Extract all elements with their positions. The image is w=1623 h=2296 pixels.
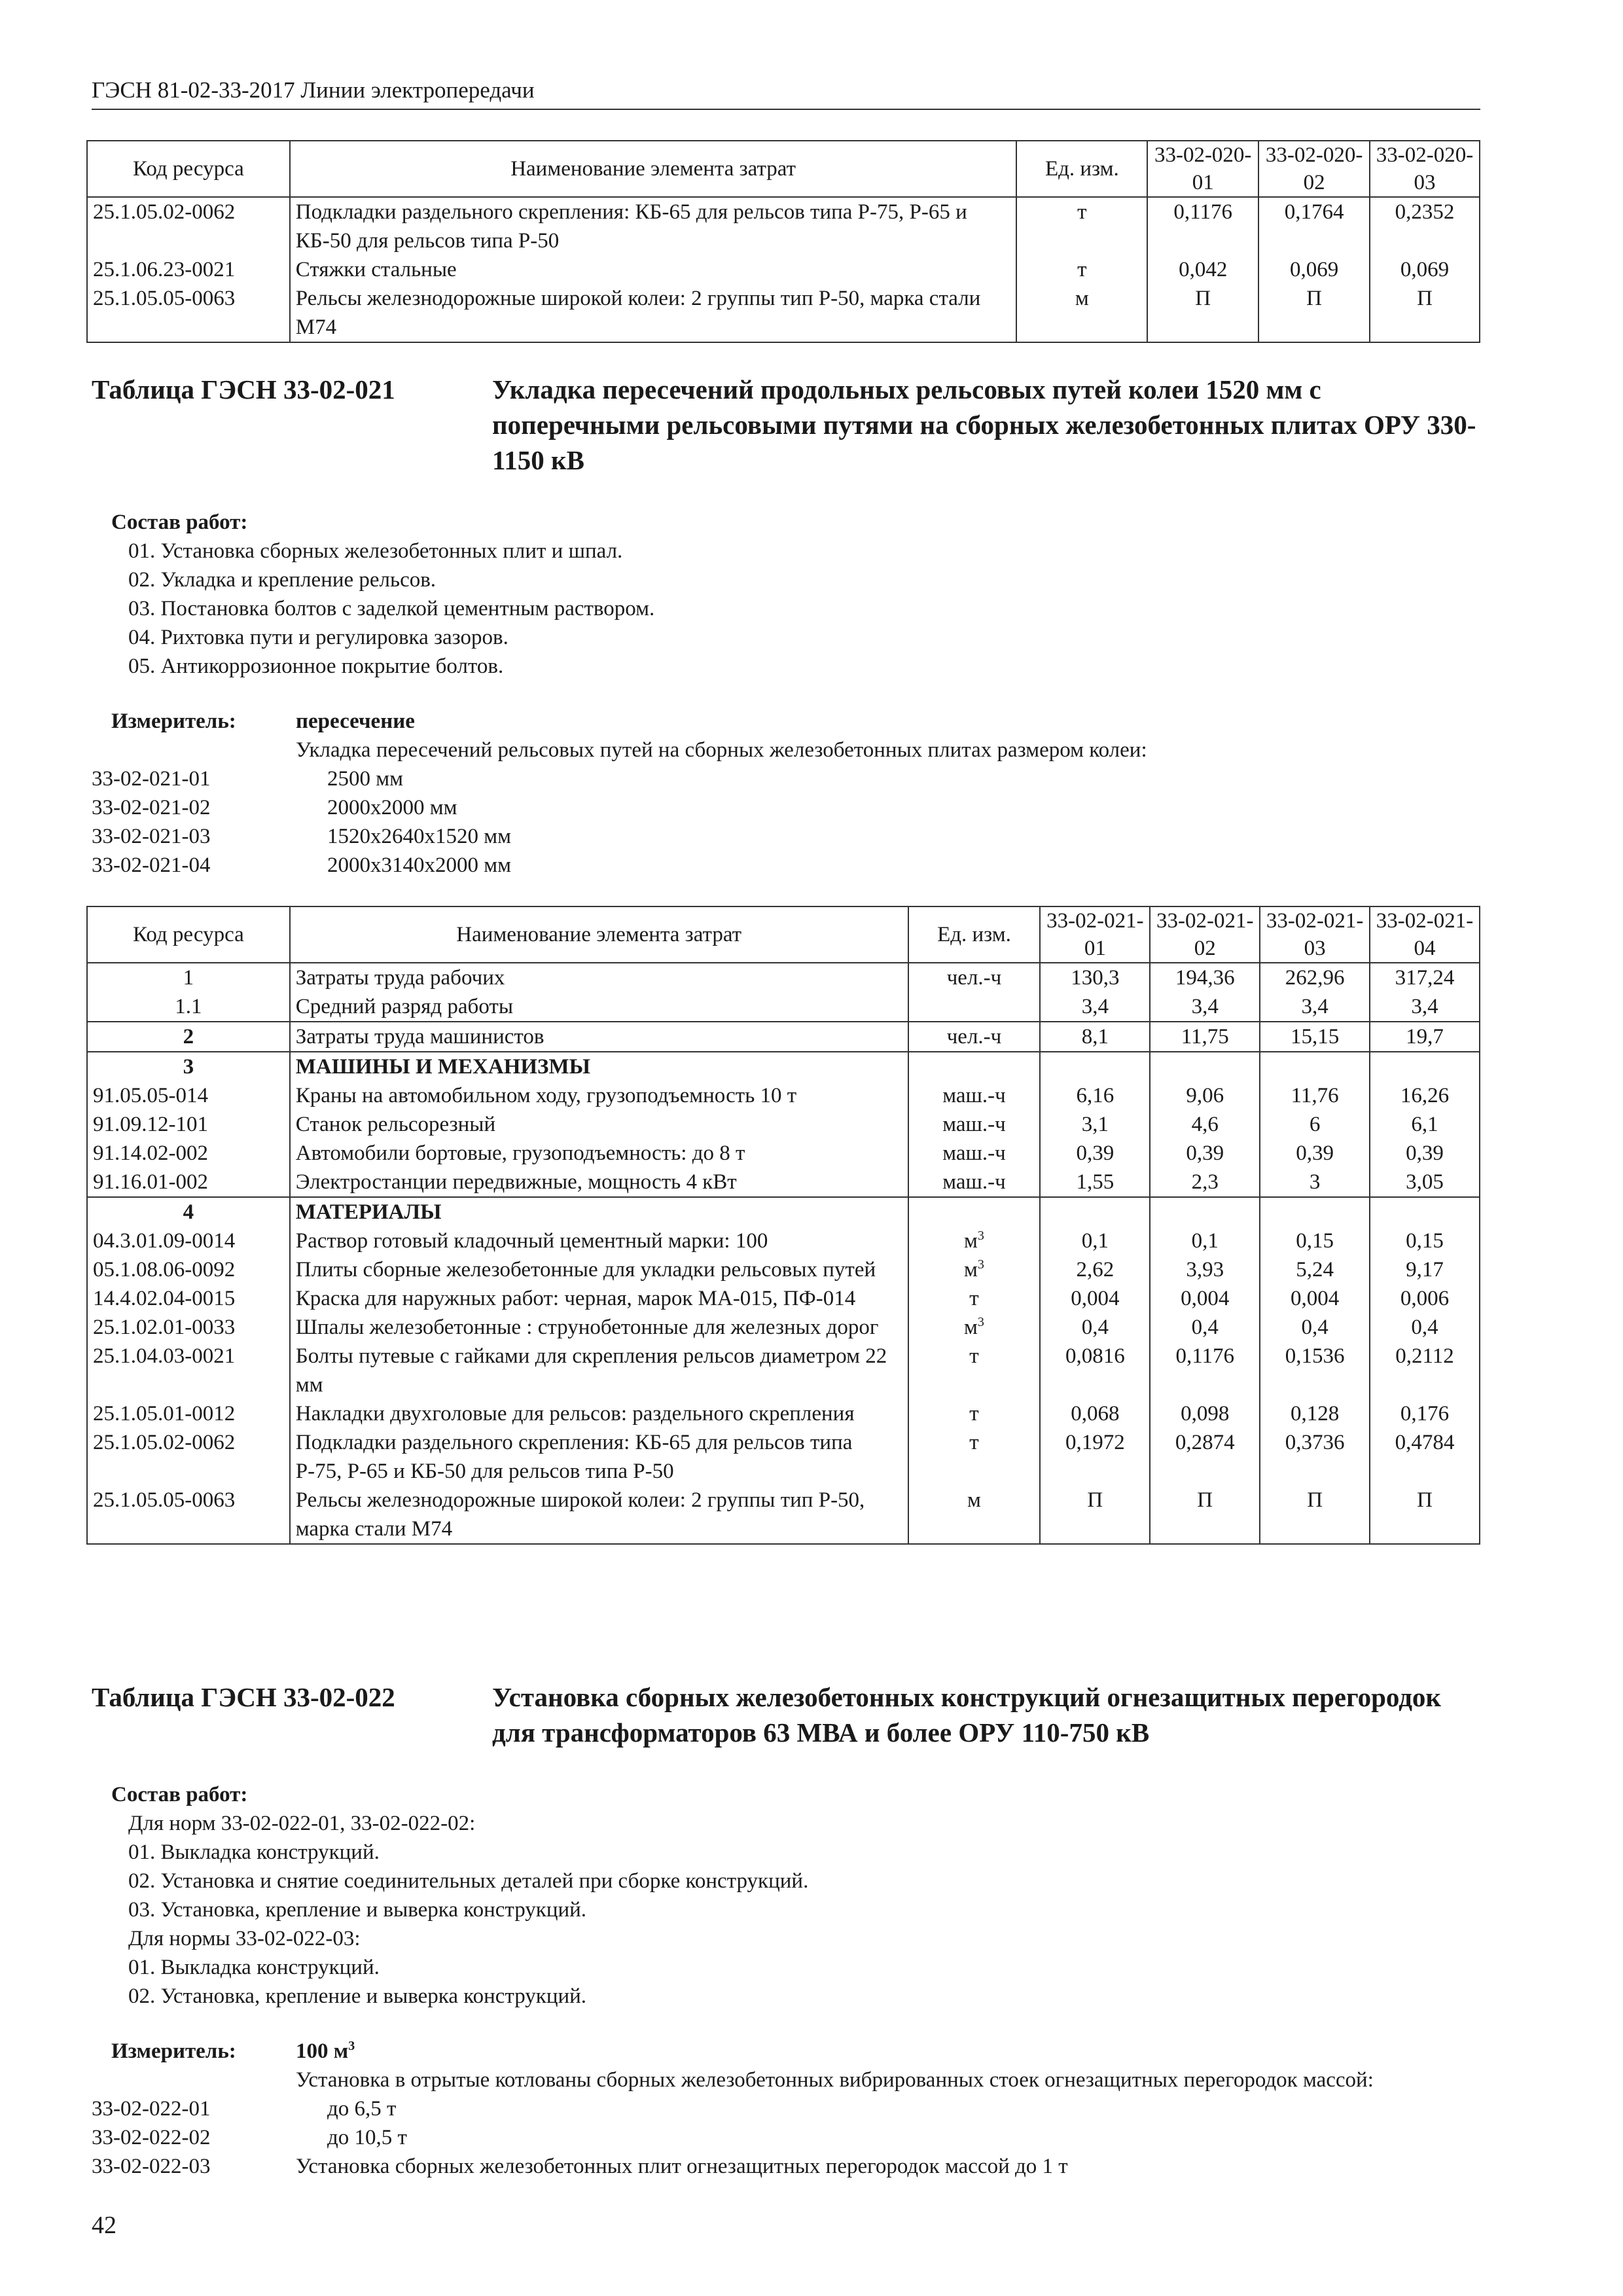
norm-row [92, 2123, 1480, 2152]
norm-value [1370, 1052, 1480, 1081]
unit: $м^3$ [908, 1255, 1041, 1284]
norm-value: 3,4 [1040, 992, 1150, 1022]
norm-description: 2000х2000 мм [327, 796, 457, 819]
norm-value: 6,1 [1370, 1110, 1480, 1139]
norm-value [1150, 1197, 1260, 1227]
unit: т [908, 1284, 1041, 1313]
table-row [87, 1284, 1480, 1313]
norm-value [1370, 1197, 1480, 1227]
norm-code: 33-02-021-04 [92, 853, 211, 877]
work-step: 02. Установка и снятие соединительных деталей при сборке конструкций. [128, 1869, 809, 1893]
column-header: 33-02-020-01 [1147, 141, 1258, 197]
table-row [87, 1227, 1480, 1255]
norm-value: 0,39 [1370, 1139, 1480, 1168]
cost-element-name: Болты путевые с гайками для скрепления рельсов диаметром 22 мм [290, 1342, 908, 1399]
resource-code: 25.1.04.03-0021 [87, 1342, 290, 1399]
norm-code: 33-02-022-03 [92, 2155, 211, 2178]
norm-value: 4,6 [1150, 1110, 1260, 1139]
resource-code: 25.1.02.01-0033 [87, 1313, 290, 1342]
norm-value: 0,2874 [1150, 1428, 1260, 1486]
norm-description: до 10,5 т [327, 2126, 407, 2149]
norm-description: 2500 мм [327, 767, 404, 791]
norm-value: 0,4784 [1370, 1428, 1480, 1486]
norm-value: 0,3736 [1260, 1428, 1370, 1486]
column-header: Код ресурса [87, 141, 290, 197]
table-022-title: Установка сборных железобетонных конструкций огнезащитных перегородок для трансформаторов 63 МВА и более ОРУ 110-750 кВ [492, 1682, 1442, 1748]
unit: т [1016, 255, 1147, 284]
norm-value: 0,4 [1260, 1313, 1370, 1342]
resource-code: 4 [87, 1197, 290, 1227]
norm-value: 0,098 [1150, 1399, 1260, 1428]
work-step: 02. Укладка и крепление рельсов. [128, 568, 437, 592]
table-row [87, 284, 1480, 342]
unit [908, 1052, 1041, 1081]
norm-code: 33-02-021-01 [92, 767, 211, 791]
column-header: 33-02-021-02 [1150, 906, 1260, 963]
unit: чел.-ч [908, 963, 1041, 992]
resource-code: 25.1.05.01-0012 [87, 1399, 290, 1428]
izm-desc-022: Установка в отрытые котлованы сборных железобетонных вибрированных стоек огнезащитных перегородок массой: [296, 2068, 1374, 2092]
column-header: 33-02-021-01 [1040, 906, 1150, 963]
izm-label: Измеритель: [111, 709, 236, 733]
resource-code: 91.14.02-002 [87, 1139, 290, 1168]
norm-value: 0,1536 [1260, 1342, 1370, 1399]
resource-code: 91.09.12-101 [87, 1110, 290, 1139]
table-row [87, 197, 1480, 255]
norm-value: 3,4 [1150, 992, 1260, 1022]
page-number: 42 [92, 2212, 116, 2239]
norm-value: 19,7 [1370, 1022, 1480, 1052]
norm-value: 3,1 [1040, 1110, 1150, 1139]
unit: м [908, 1486, 1041, 1544]
unit: т [908, 1428, 1041, 1486]
table-row [87, 1110, 1480, 1139]
table-row [87, 1022, 1480, 1052]
resource-code: 1 [87, 963, 290, 992]
column-header: 33-02-020-03 [1370, 141, 1480, 197]
norm-value: 0,0816 [1040, 1342, 1150, 1399]
table-row [87, 992, 1480, 1022]
table-row [87, 1486, 1480, 1544]
izm-label-022: Измеритель: [111, 2039, 236, 2063]
norm-value: 8,1 [1040, 1022, 1150, 1052]
table-022-label: Таблица ГЭСН 33-02-022 [92, 1682, 395, 1712]
work-step: 01. Выкладка конструкций. [128, 1840, 380, 1864]
cost-element-name: Раствор готовый кладочный цементный марки: 100 [290, 1227, 908, 1255]
norm-value: 0,004 [1040, 1284, 1150, 1313]
cost-element-name: МАШИНЫ И МЕХАНИЗМЫ [290, 1052, 908, 1081]
column-header: Ед. изм. [1016, 141, 1147, 197]
norm-value: 0,1176 [1150, 1342, 1260, 1399]
resource-code: 14.4.02.04-0015 [87, 1284, 290, 1313]
norm-value: 0,1 [1040, 1227, 1150, 1255]
work-step: 02. Установка, крепление и выверка конструкций. [128, 1984, 587, 2008]
cost-element-name: Рельсы железнодорожные широкой колеи: 2 группы тип Р-50, марка стали М74 [290, 1486, 908, 1544]
column-header: Код ресурса [87, 906, 290, 963]
norm-row [92, 764, 1480, 793]
norm-value: 0,004 [1260, 1284, 1370, 1313]
norm-value: 0,4 [1370, 1313, 1480, 1342]
unit: чел.-ч [908, 1022, 1041, 1052]
norm-value: 3,4 [1370, 992, 1480, 1022]
norm-code: 33-02-021-03 [92, 825, 211, 848]
cost-element-name: Накладки двухголовые для рельсов: раздельного скрепления [290, 1399, 908, 1428]
work-step: 04. Рихтовка пути и регулировка зазоров. [128, 626, 508, 649]
unit: м [1016, 284, 1147, 342]
cost-element-name: Плиты сборные железобетонные для укладки рельсовых путей [290, 1255, 908, 1284]
unit [908, 1197, 1041, 1227]
unit-superscript: 3 [977, 1229, 984, 1243]
norm-value: 3,93 [1150, 1255, 1260, 1284]
work-step: 03. Постановка болтов с заделкой цементным раствором. [128, 597, 655, 620]
norm-value: 11,75 [1150, 1022, 1260, 1052]
cost-element-name: Краны на автомобильном ходу, грузоподъемность 10 т [290, 1081, 908, 1110]
column-header: 33-02-020-02 [1258, 141, 1370, 197]
norm-code: 33-02-021-02 [92, 796, 211, 819]
work-step: Для норм 33-02-022-01, 33-02-022-02: [128, 1812, 476, 1835]
norm-value: 9,17 [1370, 1255, 1480, 1284]
table-021 [86, 906, 1480, 1545]
norm-value: 0,15 [1370, 1227, 1480, 1255]
table-row [87, 1313, 1480, 1342]
work-step: 01. Выкладка конструкций. [128, 1956, 380, 1979]
unit: $м^3$ [908, 1227, 1041, 1255]
unit-superscript: 3 [977, 1315, 984, 1329]
unit [908, 992, 1041, 1022]
norm-value [1040, 1052, 1150, 1081]
norm-value: 194,36 [1150, 963, 1260, 992]
norm-value: 0,39 [1260, 1139, 1370, 1168]
norm-row [92, 822, 1480, 851]
norm-row [92, 851, 1480, 880]
resource-code: 25.1.05.05-0063 [87, 284, 290, 342]
cost-element-name: Рельсы железнодорожные широкой колеи: 2 группы тип Р-50, марка стали М74 [290, 284, 1017, 342]
norm-value: П [1370, 284, 1480, 342]
table-020-continuation [86, 140, 1480, 343]
norm-value: 0,176 [1370, 1399, 1480, 1428]
resource-code: 04.3.01.09-0014 [87, 1227, 290, 1255]
cost-element-name: Подкладки раздельного скрепления: КБ-65 для рельсов типа Р-75, Р-65 и КБ-50 для рельсов типа Р-50 [290, 1428, 908, 1486]
table-row [87, 1197, 1480, 1227]
norm-value: 0,39 [1150, 1139, 1260, 1168]
norm-value: 0,1 [1150, 1227, 1260, 1255]
table-row [87, 1255, 1480, 1284]
resource-code: 2 [87, 1022, 290, 1052]
cost-element-name: Подкладки раздельного скрепления: КБ-65 для рельсов типа Р-75, Р-65 и КБ-50 для рельсов типа Р-50 [290, 197, 1017, 255]
norm-value: 0,068 [1040, 1399, 1150, 1428]
running-header: ГЭСН 81-02-33-2017 Линии электропередачи [92, 77, 1480, 110]
norm-value: П [1260, 1486, 1370, 1544]
cost-element-name: Средний разряд работы [290, 992, 908, 1022]
norm-value [1040, 1197, 1150, 1227]
norm-row [92, 2152, 1480, 2181]
resource-code: 05.1.08.06-0092 [87, 1255, 290, 1284]
resource-code: 1.1 [87, 992, 290, 1022]
table-row [87, 1342, 1480, 1399]
norm-value: П [1370, 1486, 1480, 1544]
cost-element-name: Станок рельсорезный [290, 1110, 908, 1139]
column-header: Наименование элемента затрат [290, 906, 908, 963]
unit: т [908, 1342, 1041, 1399]
norm-value: 262,96 [1260, 963, 1370, 992]
norm-row [92, 2094, 1480, 2123]
table-021-label: Таблица ГЭСН 33-02-021 [92, 374, 395, 404]
norm-code: 33-02-022-02 [92, 2126, 211, 2149]
cost-element-name: МАТЕРИАЛЫ [290, 1197, 908, 1227]
norm-value: 16,26 [1370, 1081, 1480, 1110]
norm-value: 0,006 [1370, 1284, 1480, 1313]
norm-value: 3,4 [1260, 992, 1370, 1022]
cost-element-name: Краска для наружных работ: черная, марок МА-015, ПФ-014 [290, 1284, 908, 1313]
work-step: 03. Установка, крепление и выверка конструкций. [128, 1898, 587, 1922]
sostav-label: Состав работ: [111, 511, 248, 534]
column-header: Ед. изм. [908, 906, 1041, 963]
cost-element-name: Электростанции передвижные, мощность 4 кВт [290, 1168, 908, 1197]
unit-superscript: 3 [977, 1257, 984, 1272]
unit: маш.-ч [908, 1139, 1041, 1168]
norm-value: 0,2352 [1370, 197, 1480, 255]
column-header: 33-02-021-03 [1260, 906, 1370, 963]
column-header: Наименование элемента затрат [290, 141, 1017, 197]
norm-value: 0,4 [1040, 1313, 1150, 1342]
norm-value: 0,1972 [1040, 1428, 1150, 1486]
norm-value: 3,05 [1370, 1168, 1480, 1197]
resource-code: 25.1.05.05-0063 [87, 1486, 290, 1544]
work-step: Для нормы 33-02-022-03: [128, 1927, 361, 1950]
izm-value: пересечение [296, 709, 415, 733]
table-row [87, 255, 1480, 284]
norm-value: 1,55 [1040, 1168, 1150, 1197]
norm-description: до 6,5 т [327, 2097, 397, 2121]
norm-value: 6 [1260, 1110, 1370, 1139]
izm-value-022: 100 $м^3$ [296, 2039, 355, 2063]
norm-value: 0,004 [1150, 1284, 1260, 1313]
norm-row [92, 793, 1480, 822]
table-row [87, 1399, 1480, 1428]
norm-value: 317,24 [1370, 963, 1480, 992]
unit: $м^3$ [908, 1313, 1041, 1342]
norm-value: П [1150, 1486, 1260, 1544]
norm-code: 33-02-022-01 [92, 2097, 211, 2121]
norm-value: 0,4 [1150, 1313, 1260, 1342]
norm-value: 0,069 [1258, 255, 1370, 284]
table-021-title: Укладка пересечений продольных рельсовых путей колеи 1520 мм с поперечными рельсовыми путями на сборных железобетонных плитах ОРУ 330-1150 кВ [492, 374, 1476, 475]
norm-value: П [1147, 284, 1258, 342]
norm-value [1260, 1052, 1370, 1081]
table-row [87, 1052, 1480, 1081]
norm-value: 130,3 [1040, 963, 1150, 992]
cost-element-name: Стяжки стальные [290, 255, 1017, 284]
norm-description: 1520х2640х1520 мм [327, 825, 512, 848]
norm-value: 0,042 [1147, 255, 1258, 284]
cost-element-name: Затраты труда рабочих [290, 963, 908, 992]
unit: маш.-ч [908, 1168, 1041, 1197]
norm-value: 9,06 [1150, 1081, 1260, 1110]
work-step: 05. Антикоррозионное покрытие болтов. [128, 655, 504, 678]
table-row [87, 1139, 1480, 1168]
norm-value: 3 [1260, 1168, 1370, 1197]
norm-description: Установка сборных железобетонных плит огнезащитных перегородок массой до 1 т [296, 2155, 1068, 2178]
table-row [87, 1081, 1480, 1110]
norm-value: 0,069 [1370, 255, 1480, 284]
norm-value: 0,1764 [1258, 197, 1370, 255]
work-step: 01. Установка сборных железобетонных плит и шпал. [128, 539, 623, 563]
table-row [87, 1168, 1480, 1197]
resource-code: 25.1.06.23-0021 [87, 255, 290, 284]
resource-code: 25.1.05.02-0062 [87, 197, 290, 255]
table-row [87, 1428, 1480, 1486]
unit: маш.-ч [908, 1081, 1041, 1110]
norm-value: П [1040, 1486, 1150, 1544]
resource-code: 25.1.05.02-0062 [87, 1428, 290, 1486]
cost-element-name: Затраты труда машинистов [290, 1022, 908, 1052]
cost-element-name: Автомобили бортовые, грузоподъемность: до 8 т [290, 1139, 908, 1168]
unit: т [1016, 197, 1147, 255]
column-header: 33-02-021-04 [1370, 906, 1480, 963]
norm-value: 15,15 [1260, 1022, 1370, 1052]
unit: т [908, 1399, 1041, 1428]
resource-code: 3 [87, 1052, 290, 1081]
table-row [87, 963, 1480, 992]
resource-code: 91.05.05-014 [87, 1081, 290, 1110]
norm-value: 0,15 [1260, 1227, 1370, 1255]
norm-value [1150, 1052, 1260, 1081]
cost-element-name: Шпалы железобетонные : струнобетонные для железных дорог [290, 1313, 908, 1342]
resource-code: 91.16.01-002 [87, 1168, 290, 1197]
norm-value: 2,62 [1040, 1255, 1150, 1284]
norm-value: П [1258, 284, 1370, 342]
norm-value: 0,128 [1260, 1399, 1370, 1428]
norm-value: 0,2112 [1370, 1342, 1480, 1399]
norm-value [1260, 1197, 1370, 1227]
norm-value: 6,16 [1040, 1081, 1150, 1110]
norm-description: 2000х3140х2000 мм [327, 853, 512, 877]
unit: маш.-ч [908, 1110, 1041, 1139]
sostav-label-022: Состав работ: [111, 1783, 248, 1806]
norm-value: 0,39 [1040, 1139, 1150, 1168]
norm-value: 11,76 [1260, 1081, 1370, 1110]
norm-value: 0,1176 [1147, 197, 1258, 255]
izm-desc: Укладка пересечений рельсовых путей на сборных железобетонных плитах размером колеи: [296, 738, 1147, 762]
norm-value: 5,24 [1260, 1255, 1370, 1284]
norm-value: 2,3 [1150, 1168, 1260, 1197]
